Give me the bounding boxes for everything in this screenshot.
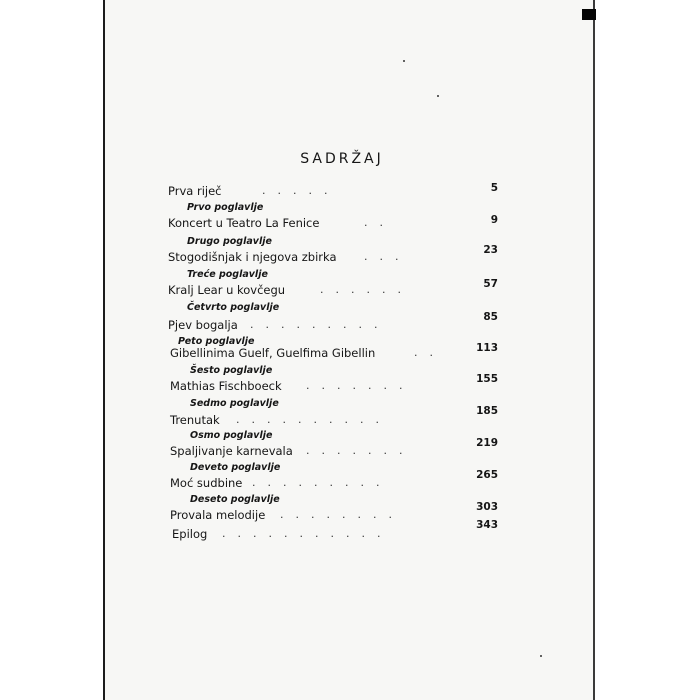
chapter-label: Drugo poglavlje — [187, 236, 272, 247]
toc-page-number: 343 — [476, 519, 498, 531]
dust-speck — [403, 60, 405, 62]
dot-leader: ....... — [306, 444, 415, 457]
chapter-label: Prvo poglavlje — [187, 202, 264, 213]
dot-leader: ......... — [252, 476, 392, 489]
toc-page-number: 5 — [490, 182, 498, 194]
toc-entry-title: Trenutak — [170, 413, 220, 427]
toc-page-number: 303 — [476, 501, 498, 513]
toc-page-number: 23 — [483, 244, 498, 256]
dot-leader: ......... — [250, 318, 390, 331]
toc-entry-title: Stogodišnjak i njegova zbirka — [168, 250, 337, 264]
contents-heading: SADRŽAJ — [300, 151, 384, 167]
chapter-label: Deseto poglavlje — [190, 494, 280, 505]
chapter-label: Deveto poglavlje — [190, 462, 281, 473]
toc-entry-title: Moć sudbine — [170, 476, 243, 490]
dust-speck — [540, 655, 542, 657]
toc-entry-title: Provala melodije — [170, 508, 266, 522]
dot-leader: ...... — [320, 283, 413, 296]
dot-leader: .. — [364, 216, 395, 229]
dot-leader: ........... — [222, 527, 393, 540]
dot-leader: ... — [364, 250, 411, 263]
chapter-label: Sedmo poglavlje — [190, 398, 279, 409]
dot-leader: .. — [414, 346, 445, 359]
toc-page-number: 185 — [476, 405, 498, 417]
toc-page-number: 219 — [476, 437, 498, 449]
chapter-label: Šesto poglavlje — [190, 365, 273, 376]
toc-entry-title: Epilog — [172, 527, 208, 541]
chapter-label: Treće poglavlje — [187, 269, 268, 280]
toc-page-number: 113 — [476, 342, 498, 354]
page-right-edge — [593, 0, 595, 700]
toc-page-number: 265 — [476, 469, 498, 481]
toc-entry-title: Pjev bogalja — [168, 318, 238, 332]
dot-leader: .......... — [236, 413, 391, 426]
chapter-label: Osmo poglavlje — [190, 430, 273, 441]
toc-entry-title: Koncert u Teatro La Fenice — [168, 216, 320, 230]
dot-leader: ........ — [280, 508, 404, 521]
toc-entry-title: Spaljivanje karnevala — [170, 444, 293, 458]
toc-entry-title: Prva riječ — [168, 184, 222, 198]
chapter-label: Peto poglavlje — [178, 336, 255, 347]
dot-leader: ..... — [262, 184, 340, 197]
toc-page-number: 85 — [483, 311, 498, 323]
toc-entry-title: Gibellinima Guelf, Guelfima Gibellin — [170, 346, 376, 360]
toc-entry-title: Kralj Lear u kovčegu — [168, 283, 286, 297]
toc-page-number: 57 — [483, 278, 498, 290]
toc-entry-title: Mathias Fischboeck — [170, 379, 282, 393]
dot-leader: ....... — [306, 379, 415, 392]
scan-corner-mark — [582, 9, 596, 20]
toc-page-number: 9 — [490, 214, 498, 226]
dust-speck — [437, 95, 439, 97]
chapter-label: Četvrto poglavlje — [187, 302, 280, 313]
toc-page-number: 155 — [476, 373, 498, 385]
